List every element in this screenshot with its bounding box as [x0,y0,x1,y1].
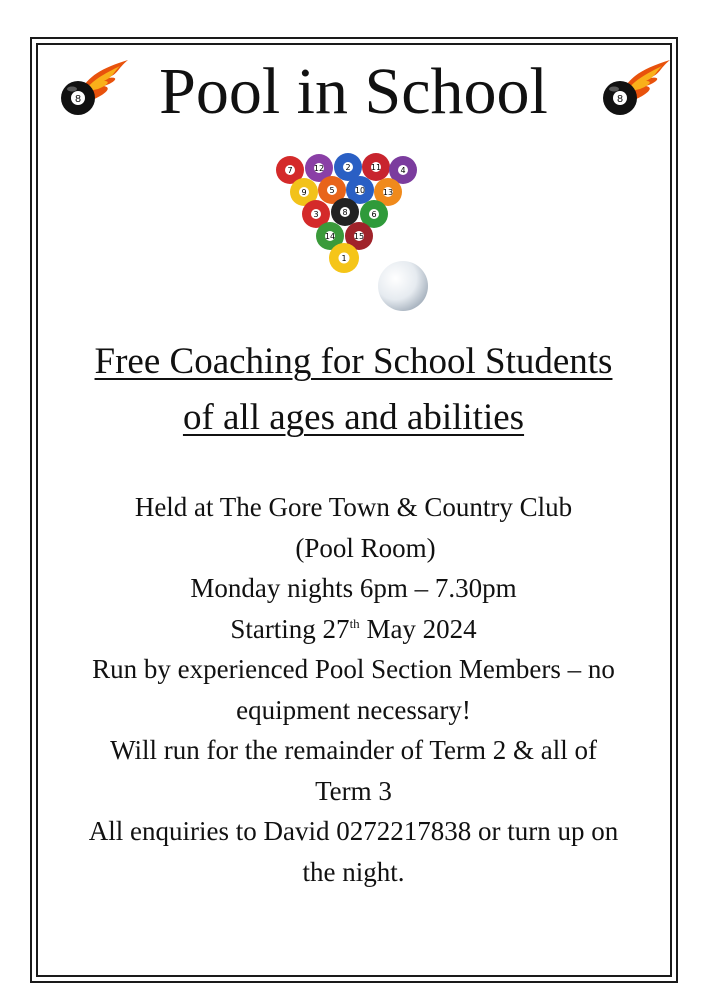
start-date-text: Starting 27th May 2024 [230,613,477,644]
svg-text:10: 10 [354,186,366,195]
svg-text:11: 11 [370,163,382,172]
event-details [40,487,667,892]
svg-text:13: 13 [382,188,394,197]
svg-text:3: 3 [313,210,319,219]
run-by-text-2: equipment necessary! [236,694,471,725]
subtitle-line-1: Free Coaching for School Students [94,341,613,382]
enquiries-text-1: All enquiries to David 0272217838 or turn up on [88,816,619,846]
enquiries-text-2: the night. [302,856,405,887]
svg-text:5: 5 [329,186,335,195]
page-title: Pool in School [159,55,548,128]
svg-text:1: 1 [341,254,347,263]
run-by-text-1: Run by experienced Pool Section Members – no [92,654,615,684]
svg-text:7: 7 [287,166,293,175]
svg-text:8: 8 [342,208,348,217]
svg-text:8: 8 [616,94,624,105]
svg-text:9: 9 [301,188,307,197]
pool-rack-balls-icon [266,150,436,320]
schedule-text: Monday nights 6pm – 7.30pm [190,573,517,603]
svg-text:12: 12 [313,164,325,173]
svg-text:14: 14 [324,232,336,241]
svg-text:15: 15 [353,232,365,241]
duration-text-1: Will run for the remainder of Term 2 & all of [110,735,597,765]
room-text: (Pool Room) [295,532,436,563]
svg-text:8: 8 [74,94,82,105]
svg-text:4: 4 [400,166,406,175]
svg-text:6: 6 [371,210,377,219]
svg-text:2: 2 [345,163,351,172]
venue-text: Held at The Gore Town & Country Club [134,492,573,522]
subtitle-line-2: of all ages and abilities [182,397,525,438]
duration-text-2: Term 3 [315,775,392,806]
